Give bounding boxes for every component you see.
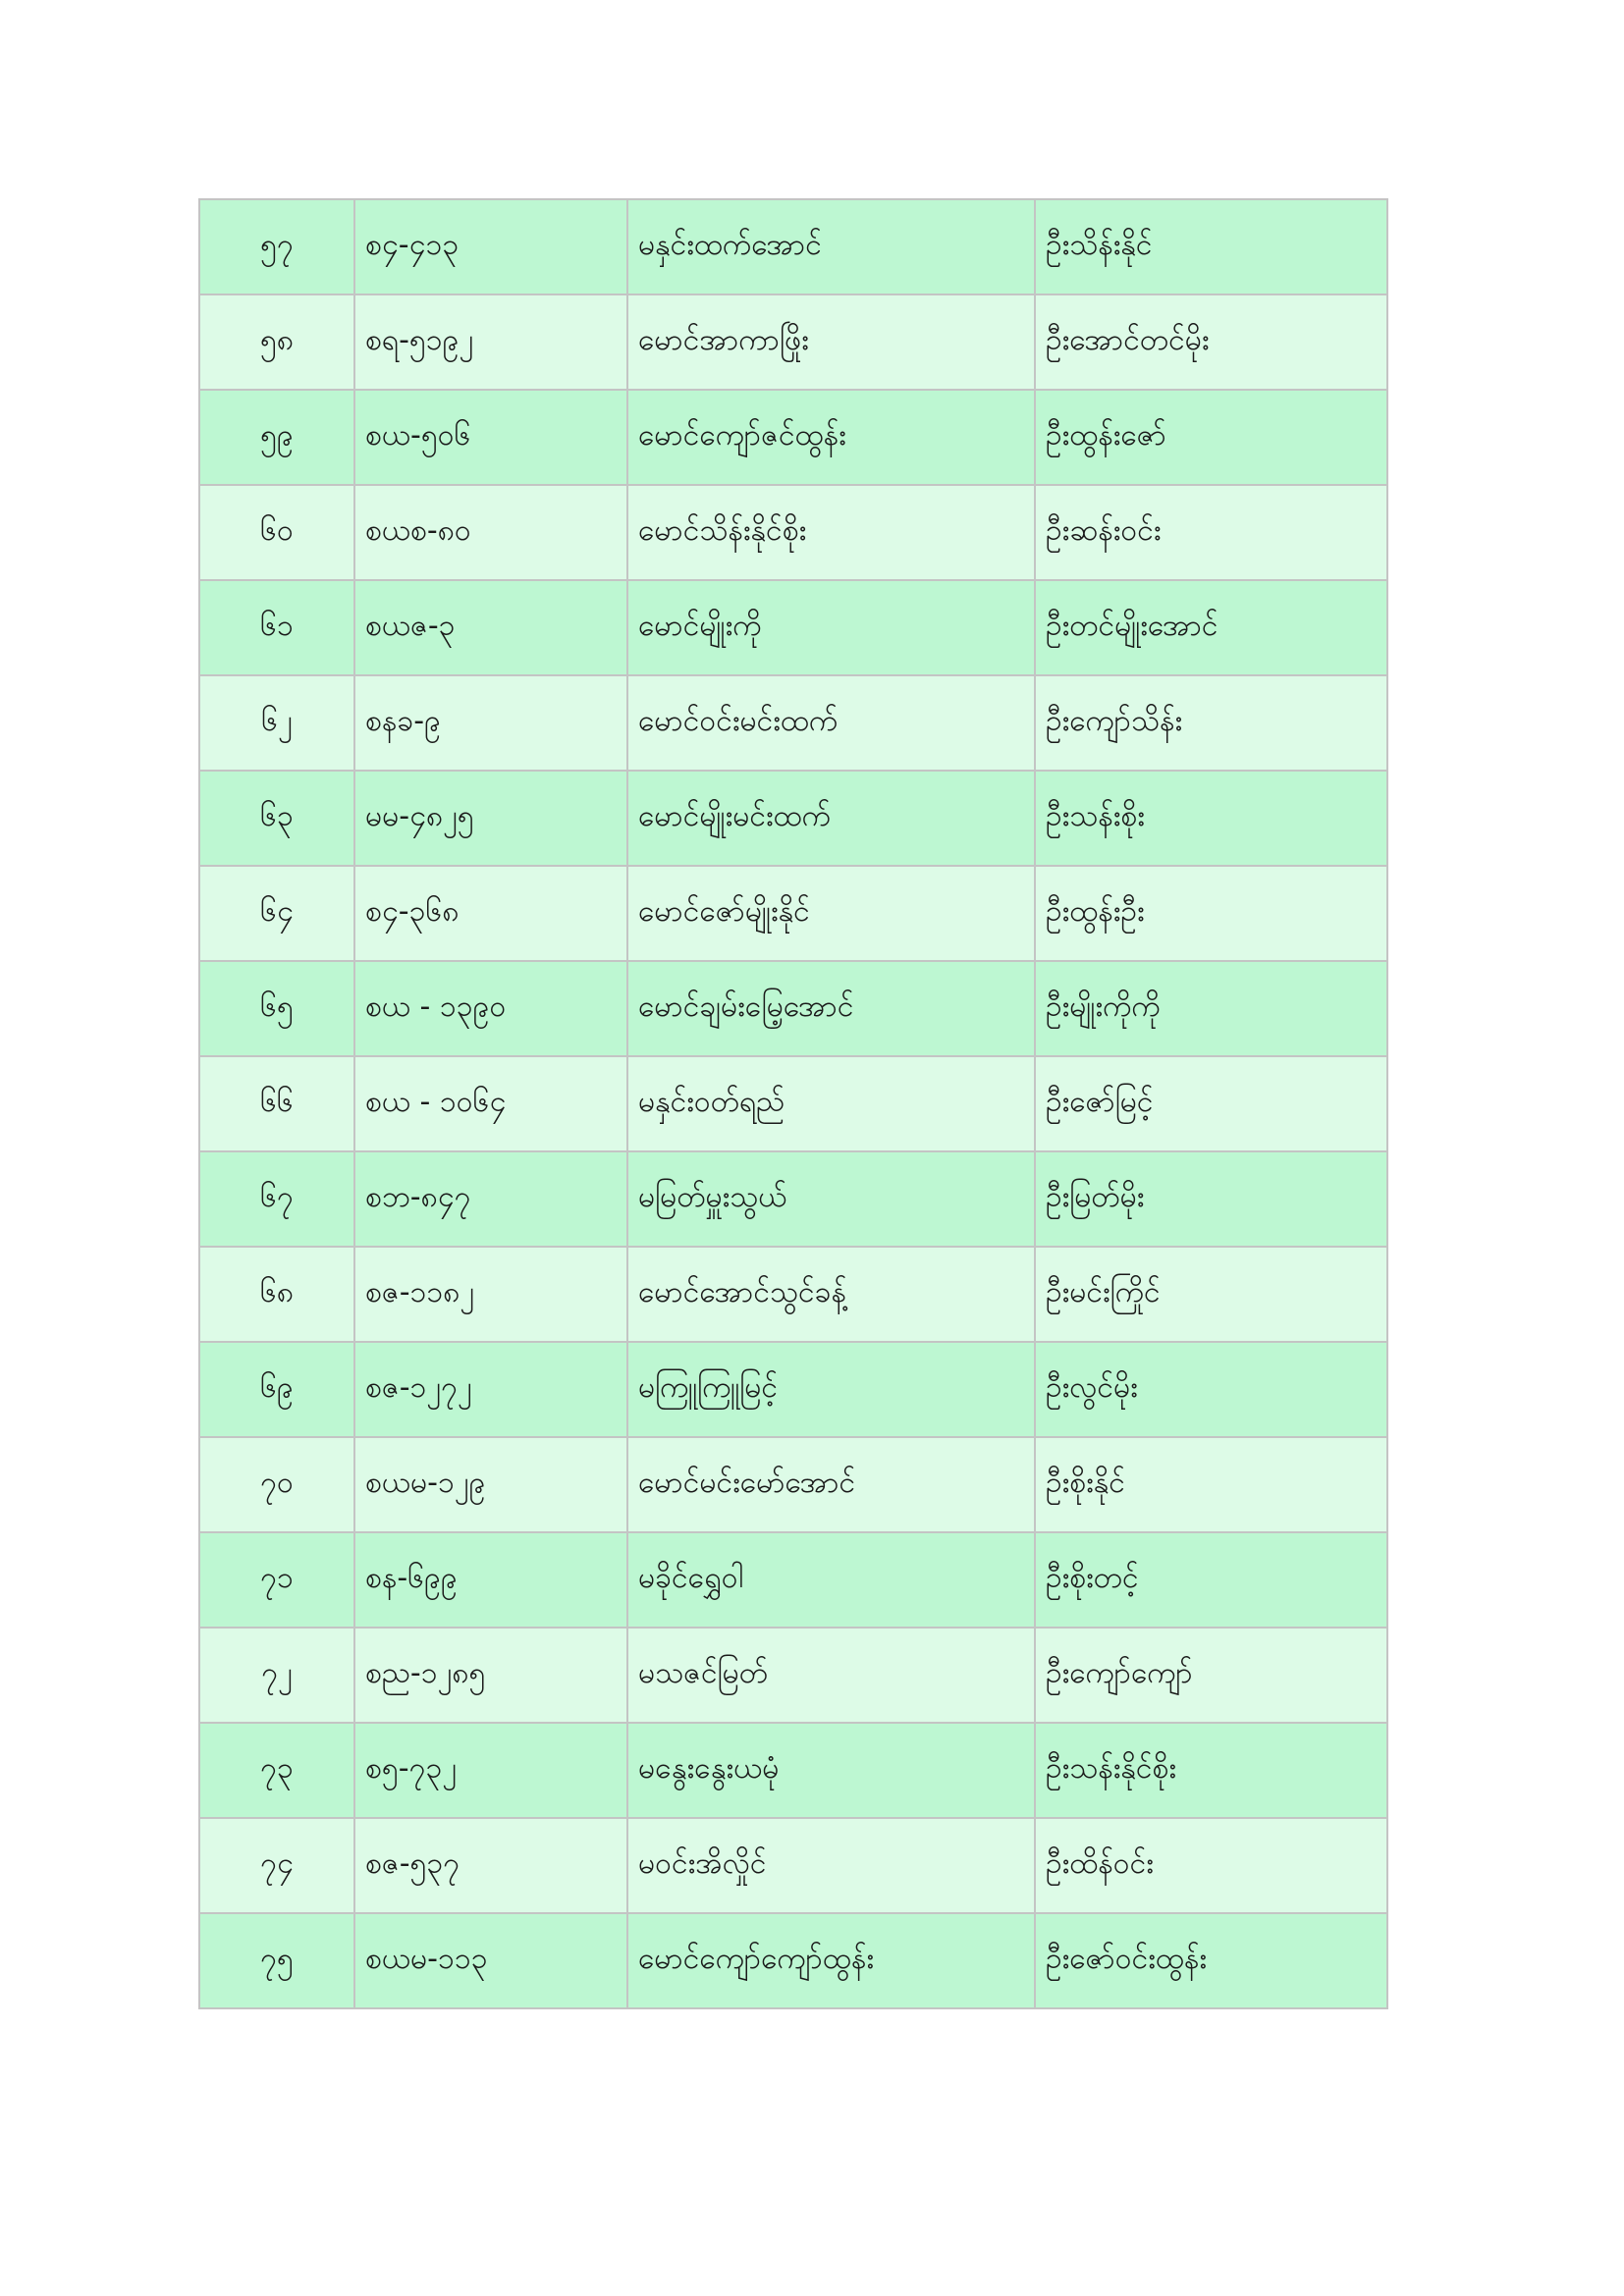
registration-id-cell: စ၄-၄၁၃ — [354, 199, 627, 294]
father-name-cell: ဦးသန်းနိုင်စိုး — [1035, 1723, 1387, 1818]
student-name-cell: မဝင်းအိလှိုင် — [627, 1818, 1035, 1913]
row-number-cell: ၆၄ — [199, 866, 354, 961]
table-row — [199, 961, 1387, 1056]
father-name-cell: ဦးထွန်းဇော် — [1035, 390, 1387, 485]
table-row — [199, 1056, 1387, 1151]
table-row — [199, 771, 1387, 866]
student-name-cell: မောင်မျိုးကို — [627, 580, 1035, 675]
table-body — [199, 199, 1387, 2008]
table-row — [199, 580, 1387, 675]
row-number-cell: ၇၄ — [199, 1818, 354, 1913]
registration-id-cell: စဇ-၅၃၇ — [354, 1818, 627, 1913]
table-row — [199, 294, 1387, 390]
row-number-cell: ၇၂ — [199, 1628, 354, 1723]
registration-id-cell: စယ-၅၀၆ — [354, 390, 627, 485]
student-name-cell: မောင်မျိုးမင်းထက် — [627, 771, 1035, 866]
father-name-cell: ဦးဇော်မြင့် — [1035, 1056, 1387, 1151]
table-row — [199, 1818, 1387, 1913]
father-name-cell: ဦးထိန်ဝင်း — [1035, 1818, 1387, 1913]
registration-id-cell: စဇ-၁၂၇၂ — [354, 1342, 627, 1437]
row-number-cell: ၇၁ — [199, 1532, 354, 1628]
table-row — [199, 866, 1387, 961]
registration-id-cell: စယမ-၁၁၃ — [354, 1913, 627, 2008]
table-row — [199, 390, 1387, 485]
row-number-cell: ၅၈ — [199, 294, 354, 390]
father-name-cell: ဦးထွန်းဦး — [1035, 866, 1387, 961]
father-name-cell: ဦးကျော်သိန်း — [1035, 675, 1387, 771]
registration-id-cell: မမ-၄၈၂၅ — [354, 771, 627, 866]
student-name-cell: မသဇင်မြတ် — [627, 1628, 1035, 1723]
registration-id-cell: စယစ-၈၀ — [354, 485, 627, 580]
registration-id-cell: စည-၁၂၈၅ — [354, 1628, 627, 1723]
row-number-cell: ၆၀ — [199, 485, 354, 580]
father-name-cell: ဦးလွင်မိုး — [1035, 1342, 1387, 1437]
student-name-cell: မနှင်းထက်အောင် — [627, 199, 1035, 294]
row-number-cell: ၅၇ — [199, 199, 354, 294]
father-name-cell: ဦးမင်းကြိုင် — [1035, 1247, 1387, 1342]
student-name-cell: မခိုင်ရွှေဝါ — [627, 1532, 1035, 1628]
registration-id-cell: စဘ-၈၄၇ — [354, 1151, 627, 1247]
row-number-cell: ၇၃ — [199, 1723, 354, 1818]
table-row — [199, 1342, 1387, 1437]
father-name-cell: ဦးစိုးတင့် — [1035, 1532, 1387, 1628]
registration-id-cell: စယ - ၁၀၆၄ — [354, 1056, 627, 1151]
father-name-cell: ဦးဇော်ဝင်းထွန်း — [1035, 1913, 1387, 2008]
table-row — [199, 1532, 1387, 1628]
row-number-cell: ၆၆ — [199, 1056, 354, 1151]
table-row — [199, 1247, 1387, 1342]
student-name-cell: မောင်သိန်းနိုင်စိုး — [627, 485, 1035, 580]
student-name-cell: မောင်ဝင်းမင်းထက် — [627, 675, 1035, 771]
row-number-cell: ၆၅ — [199, 961, 354, 1056]
table-row — [199, 199, 1387, 294]
row-number-cell: ၆၃ — [199, 771, 354, 866]
registration-id-cell: စန-၆၉၉ — [354, 1532, 627, 1628]
row-number-cell: ၆၂ — [199, 675, 354, 771]
row-number-cell: ၇၅ — [199, 1913, 354, 2008]
registration-id-cell: စဇ-၁၁၈၂ — [354, 1247, 627, 1342]
father-name-cell: ဦးမျိုးကိုကို — [1035, 961, 1387, 1056]
row-number-cell: ၆၁ — [199, 580, 354, 675]
student-name-cell: မောင်ကျော်ဇင်ထွန်း — [627, 390, 1035, 485]
student-name-cell: မနွေးနွေးယမုံ — [627, 1723, 1035, 1818]
student-name-cell: မောင်ချမ်းမြေ့အောင် — [627, 961, 1035, 1056]
registration-id-cell: စယမ-၁၂၉ — [354, 1437, 627, 1532]
table-row — [199, 485, 1387, 580]
table-row — [199, 1723, 1387, 1818]
student-name-cell: မောင်ဇော်မျိုးနိုင် — [627, 866, 1035, 961]
father-name-cell: ဦးကျော်ကျော် — [1035, 1628, 1387, 1723]
row-number-cell: ၇၀ — [199, 1437, 354, 1532]
registration-id-cell: စယ - ၁၃၉၀ — [354, 961, 627, 1056]
student-name-cell: မောင်အာကာဖြိုး — [627, 294, 1035, 390]
student-name-cell: မောင်အောင်သွင်ခန့် — [627, 1247, 1035, 1342]
table-row — [199, 1437, 1387, 1532]
student-list-table — [198, 198, 1388, 2009]
father-name-cell: ဦးအောင်တင်မိုး — [1035, 294, 1387, 390]
father-name-cell: ဦးတင်မျိုးအောင် — [1035, 580, 1387, 675]
father-name-cell: ဦးမြတ်မိုး — [1035, 1151, 1387, 1247]
father-name-cell: ဦးဆန်းဝင်း — [1035, 485, 1387, 580]
table-row — [199, 1913, 1387, 2008]
table-row — [199, 1151, 1387, 1247]
registration-id-cell: စ၄-၃၆၈ — [354, 866, 627, 961]
father-name-cell: ဦးစိုးနိုင် — [1035, 1437, 1387, 1532]
student-name-cell: မောင်ကျော်ကျော်ထွန်း — [627, 1913, 1035, 2008]
registration-id-cell: စယဇ-၃ — [354, 580, 627, 675]
table-row — [199, 675, 1387, 771]
row-number-cell: ၆၇ — [199, 1151, 354, 1247]
registration-id-cell: စ၅-၇၃၂ — [354, 1723, 627, 1818]
student-name-cell: မကြူကြူမြင့် — [627, 1342, 1035, 1437]
table-row — [199, 1628, 1387, 1723]
father-name-cell: ဦးသိန်းနိုင် — [1035, 199, 1387, 294]
student-name-cell: မောင်မင်းမော်အောင် — [627, 1437, 1035, 1532]
student-name-cell: မနှင်းဝတ်ရည် — [627, 1056, 1035, 1151]
student-name-cell: မမြတ်မှူးသွယ် — [627, 1151, 1035, 1247]
row-number-cell: ၆၈ — [199, 1247, 354, 1342]
row-number-cell: ၆၉ — [199, 1342, 354, 1437]
registration-id-cell: စရ-၅၁၉၂ — [354, 294, 627, 390]
father-name-cell: ဦးသန်းစိုး — [1035, 771, 1387, 866]
registration-id-cell: စနခ-၉ — [354, 675, 627, 771]
row-number-cell: ၅၉ — [199, 390, 354, 485]
